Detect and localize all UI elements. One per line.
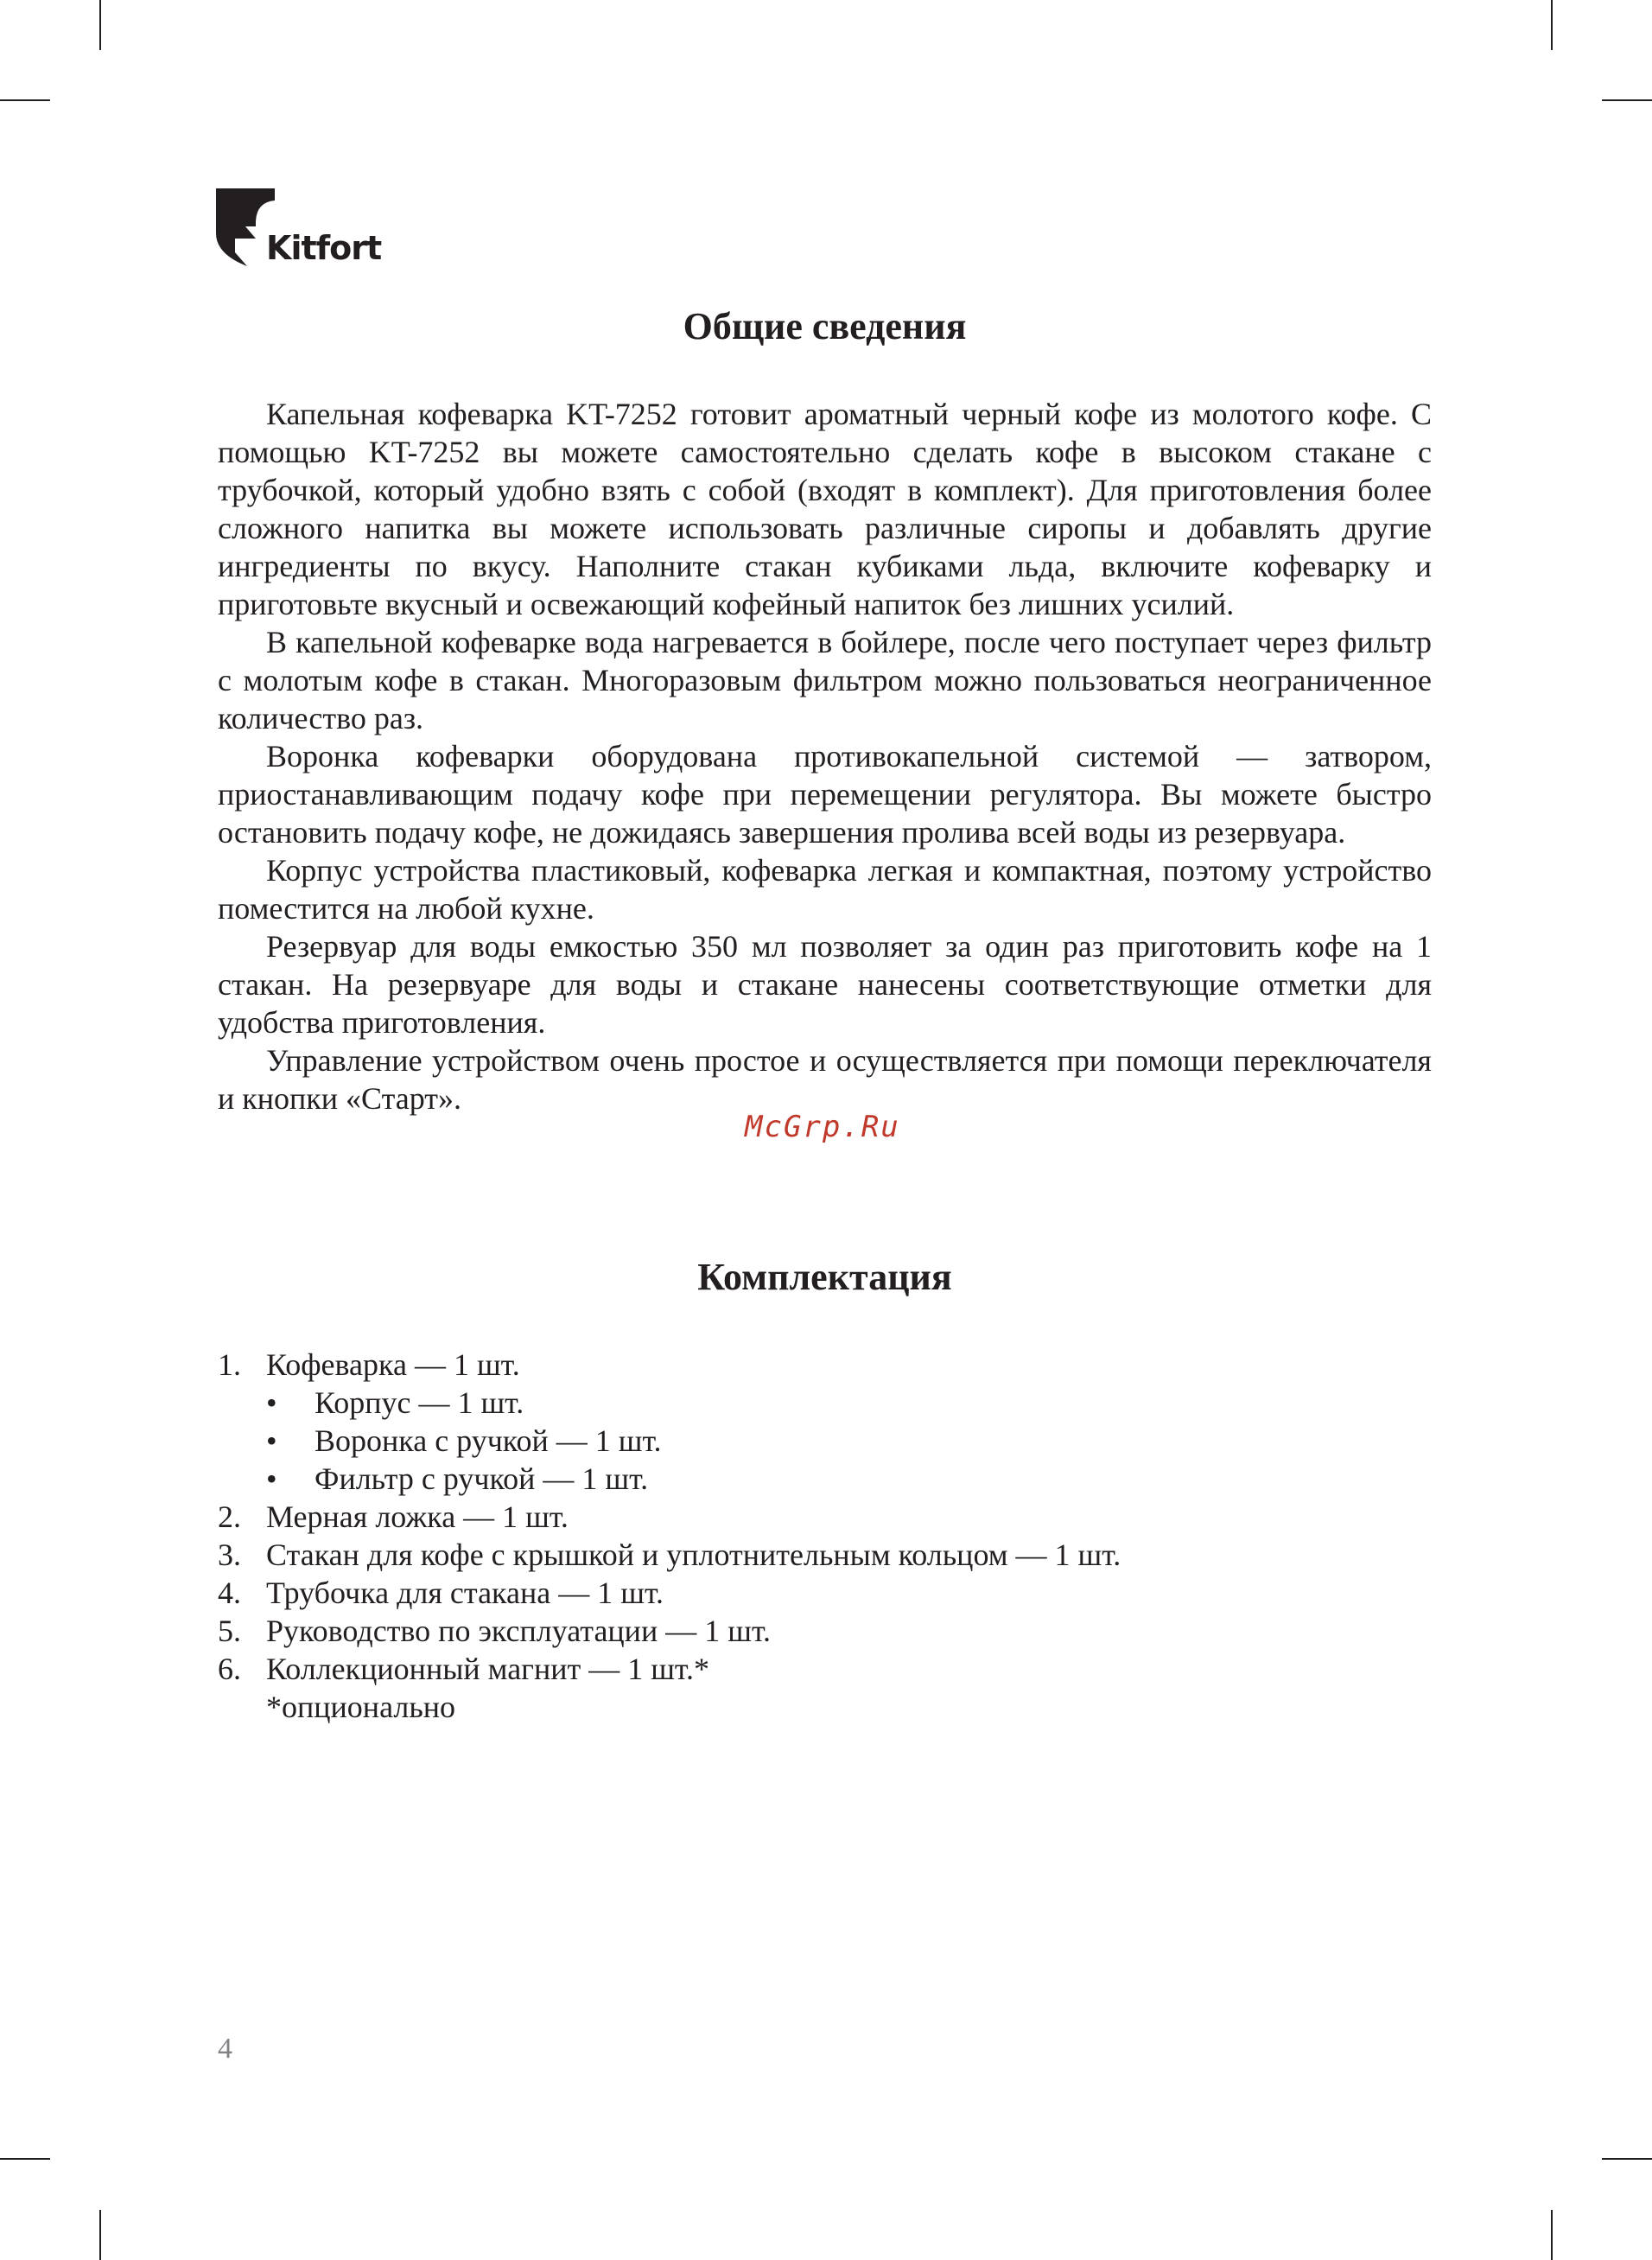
sub-list-item <box>218 1384 1432 1422</box>
crop-mark-top-right-vertical <box>1551 0 1553 50</box>
list-item <box>218 1346 1432 1384</box>
sub-list-item-text: Воронка с ручкой — 1 шт. <box>315 1423 662 1458</box>
crop-mark-top-left-vertical <box>99 0 101 50</box>
list-item-number: 3. <box>218 1537 241 1572</box>
list-item-number: 5. <box>218 1613 241 1648</box>
general-info-section <box>218 304 1432 1117</box>
list-item <box>218 1536 1432 1574</box>
crop-mark-bottom-left-vertical <box>99 2210 101 2260</box>
sub-list-item-text: Корпус — 1 шт. <box>315 1385 524 1420</box>
kitfort-logo <box>216 188 389 268</box>
footnote: *опционально <box>266 1689 456 1724</box>
paragraph: В капельной кофеварке вода нагревается в бойлере, после чего поступает через фильтр с молотым кофе в стакан. Многоразовым фильтром можно пользоваться неограниченное количество раз. <box>218 624 1432 735</box>
list-item <box>218 1498 1432 1536</box>
paragraph: Корпус устройства пластиковый, кофеварка легкая и компактная, поэтому устройство поместится на любой кухне. <box>218 852 1432 926</box>
list-item-number: 2. <box>218 1499 241 1534</box>
sub-list-item <box>218 1460 1432 1498</box>
list-item-text: Трубочка для стакана — 1 шт. <box>266 1575 664 1610</box>
crop-mark-bottom-right-vertical <box>1551 2210 1553 2260</box>
bullet: • <box>266 1385 277 1420</box>
crop-mark-top-left-horizontal <box>0 99 50 101</box>
package-contents-section <box>218 1255 1432 1726</box>
section-title-general: Общие сведения <box>683 305 967 347</box>
page-number: 4 <box>218 2033 232 2065</box>
list-item-number: 1. <box>218 1346 241 1382</box>
list-item-number: 4. <box>218 1575 241 1610</box>
contents-list <box>218 1346 1432 1688</box>
list-item <box>218 1650 1432 1688</box>
list-item-text: Кофеварка — 1 шт. <box>266 1346 520 1382</box>
list-item <box>218 1612 1432 1650</box>
crop-mark-bottom-left-horizontal <box>0 2158 50 2160</box>
paragraph: Воронка кофеварки оборудована противокапельной системой — затвором, приостанавливающим подачу кофе при перемещении регулятора. Вы можете быстро остановить подачу кофе, не дожидаясь завершения пролива всей воды из резервуара. <box>218 738 1432 850</box>
list-item-text: Руководство по эксплуатации — 1 шт. <box>266 1613 771 1648</box>
list-item-text: Стакан для кофе с крышкой и уплотнительным кольцом — 1 шт. <box>266 1537 1121 1572</box>
watermark-text: McGrp.Ru <box>745 1110 900 1144</box>
crop-mark-bottom-right-horizontal <box>1602 2158 1652 2160</box>
bullet: • <box>266 1423 277 1458</box>
sub-list-item-text: Фильтр с ручкой — 1 шт. <box>315 1461 649 1496</box>
list-item <box>218 1574 1432 1612</box>
paragraph: Управление устройством очень простое и осуществляется при помощи переключателя и кнопки «Старт». <box>218 1042 1432 1116</box>
bullet: • <box>266 1461 277 1496</box>
paragraph: Резервуар для воды емкостью 350 мл позволяет за один раз приготовить кофе на 1 стакан. На резервуаре для воды и стакане нанесены соответствующие отметки для удобства приготовления. <box>218 928 1432 1040</box>
logo-wordmark: Kitfort <box>266 229 382 267</box>
list-item-text: Коллекционный магнит — 1 шт.* <box>266 1651 709 1686</box>
list-item-number: 6. <box>218 1651 241 1686</box>
crop-mark-top-right-horizontal <box>1602 99 1652 101</box>
list-item-text: Мерная ложка — 1 шт. <box>266 1499 569 1534</box>
sub-list-item <box>218 1422 1432 1460</box>
section-title-kit: Комплектация <box>697 1256 952 1298</box>
paragraph: Капельная кофеварка KT-7252 готовит ароматный черный кофе из молотого кофе. С помощью KT-7252 вы можете самостоятельно сделать кофе в высоком стакане с трубочкой, который удобно взять с собой (входят в комплект). Для приготовления более сложного напитка вы можете использовать различные сиропы и добавлять другие ингредиенты по вкусу. Наполните стакан кубиками льда, включите кофеварку и приготовьте вкусный и освежающий кофейный напиток без лишних усилий. <box>218 396 1432 621</box>
